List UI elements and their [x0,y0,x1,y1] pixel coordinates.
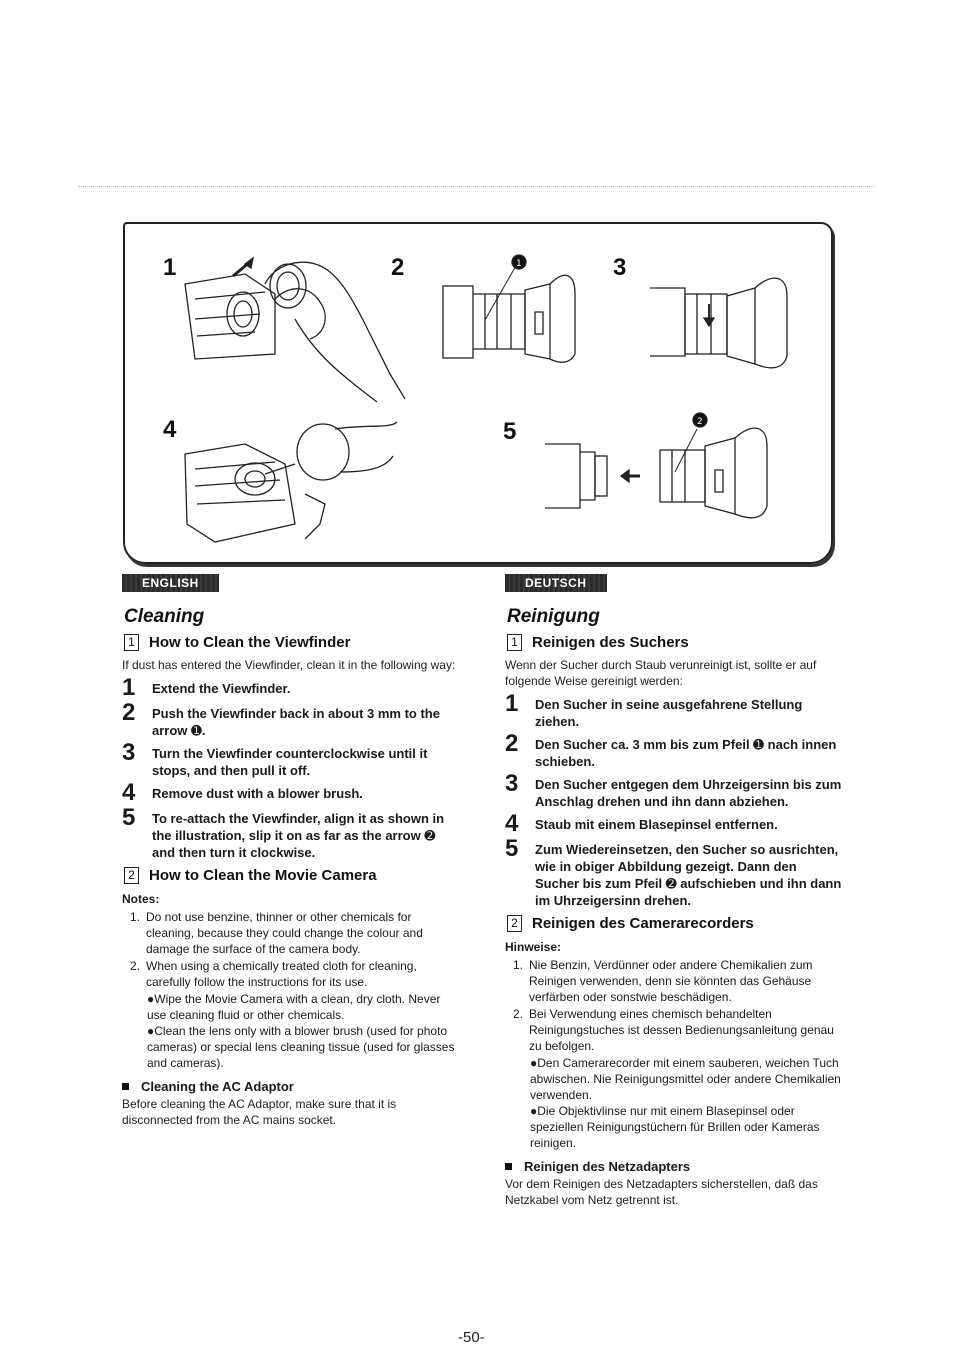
subheading-sucher [507,634,843,651]
note-text: Do not use benzine, thinner or other chemicals for cleaning, because they could change the colour and damage the surface of the camera body. [146,910,423,956]
figure-label-3: 3 [613,254,627,281]
step-text: Extend the Viewfinder. [152,681,291,696]
note-number: 2. [512,1007,523,1021]
viewfinder-remove-drawing [650,278,787,368]
subheading-text: Reinigen des Camerarecorders [532,915,754,932]
step-text: Zum Wiedereinsetzen, den Sucher so ausrichten, wie in obiger Abbildung gezeigt. Dann den Sucher bis zum Pfeil ➋ aufschieben und ihn dann im Uhrzeigersinn drehen. [535,842,842,908]
header-rule [78,186,874,187]
step-text: Remove dust with a blower brush. [152,786,363,801]
subheading-number: 1 [124,634,139,651]
step-item [120,674,460,701]
svg-text:1: 1 [516,259,522,269]
step-item [503,810,843,837]
step-text: Push the Viewfinder back in about 3 mm to the arrow ➊. [152,706,440,738]
step-item [120,779,460,806]
step-item [120,804,460,861]
step-item [120,699,460,739]
note-number: 2. [129,959,140,973]
language-tab-english: ENGLISH [122,574,219,592]
note-text: Bei Verwendung eines chemisch behandelten Reinigungstuches ist dessen Bedienungsanleitung genau zu befolgen. [529,1007,834,1053]
step-number: 3 [122,739,136,766]
subsection-title: Cleaning the AC Adaptor [141,1079,294,1094]
blower-brush-cleaning-drawing [185,422,397,542]
bullet-item: ●Clean the lens only with a blower brush (used for photo cameras) or special lens cleaning tissue (used for glasses and cameras). [147,1024,455,1070]
note-number: 1. [512,958,523,972]
step-item [503,835,843,909]
step-number: 5 [505,835,519,862]
netzadapter-text: Vor dem Reinigen des Netzadapters sicherstellen, daß das Netzkabel vom Netz getrennt ist. [505,1177,818,1207]
illustration-panel [123,222,833,564]
figure-label-4: 4 [163,416,177,443]
step-text: Den Sucher in seine ausgefahrene Stellung ziehen. [535,697,803,729]
step-text: To re-attach the Viewfinder, align it as shown in the illustration, slip it on as far as the arrow ➋ and then turn it clockwise. [152,811,445,860]
figure-label-1: 1 [163,254,177,281]
bullet-item: ●Den Camerarecorder mit einem sauberen, weichen Tuch abwischen. Nie Reinigungsmittel oder andere Chemikalien verwenden. [530,1056,841,1102]
square-bullet-icon [122,1083,129,1090]
steps-list [120,674,460,861]
page-number: -50- [458,1329,485,1346]
notes-label: Notes: [122,892,160,906]
step-item [120,739,460,779]
note-number: 1. [129,910,140,924]
section-title-cleaning: Cleaning [124,606,205,627]
steps-list [503,690,843,909]
subheading-number: 1 [507,634,522,651]
viewfinder-reattach-drawing [545,413,767,518]
step-number: 1 [122,674,136,701]
step-number: 3 [505,770,519,797]
notes-label: Hinweise: [505,940,562,954]
subsection-ac-adaptor [122,1079,460,1094]
subsection-netzadapter [505,1159,843,1174]
svg-text:2: 2 [697,417,703,427]
step-text: Den Sucher entgegen dem Uhrzeigersinn bis zum Anschlag drehen und ihn dann abziehen. [535,777,842,809]
subsection-title: Reinigen des Netzadapters [524,1159,691,1174]
step-text: Staub mit einem Blasepinsel entfernen. [535,817,778,832]
deutsch-column [503,574,843,1212]
language-tab-deutsch: DEUTSCH [505,574,607,592]
step-number: 2 [122,699,136,726]
note-item [503,1006,843,1054]
bullet-item: ●Die Objektivlinse nur mit einem Blasepinsel oder speziellen Reinigungstüchern für Brillen oder Kameras reinigen. [530,1104,820,1150]
section-title-reinigung: Reinigung [507,606,600,627]
step-item [503,730,843,770]
subheading-number: 2 [124,867,139,884]
figure-label-5: 5 [503,418,517,445]
step-text: Turn the Viewfinder counterclockwise until it stops, and then pull it off. [152,746,428,778]
subheading-viewfinder [124,634,460,651]
subheading-number: 2 [507,915,522,932]
step-number: 5 [122,804,136,831]
step-number: 4 [122,779,136,806]
subheading-camerarecorder [507,915,843,932]
ac-adaptor-text: Before cleaning the AC Adaptor, make sure that it is disconnected from the AC mains socket. [122,1097,397,1127]
subheading-text: How to Clean the Movie Camera [149,867,377,884]
intro-text: Wenn der Sucher durch Staub verunreinigt ist, sollte er auf folgende Weise gereinigt werden: [505,658,817,688]
note-text: When using a chemically treated cloth for cleaning, carefully follow the instructions for its use. [146,959,417,989]
step-number: 2 [505,730,519,757]
subheading-text: How to Clean the Viewfinder [149,634,351,651]
note-text: Nie Benzin, Verdünner oder andere Chemikalien zum Reinigen verwenden, denn sie könnten das Gehäuse verfärben oder sonstwie beschädigen. [529,958,813,1004]
viewfinder-push-drawing [443,255,575,362]
note-item [120,958,460,990]
bullet-item: ●Wipe the Movie Camera with a clean, dry cloth. Never use cleaning fluid or other chemicals. [147,992,441,1022]
square-bullet-icon [505,1163,512,1170]
step-item [503,690,843,730]
camera-viewfinder-extend-drawing [185,258,405,402]
step-text: Den Sucher ca. 3 mm bis zum Pfeil ➊ nach innen schieben. [535,737,837,769]
note-item [120,909,460,957]
step-number: 4 [505,810,519,837]
viewfinder-illustrations [125,224,831,562]
subheading-text: Reinigen des Suchers [532,634,689,651]
step-item [503,770,843,810]
figure-label-2: 2 [391,254,405,281]
intro-text: If dust has entered the Viewfinder, clean it in the following way: [122,658,456,672]
note-item [503,957,843,1005]
step-number: 1 [505,690,519,717]
subheading-movie-camera [124,867,460,884]
english-column [120,574,460,1132]
